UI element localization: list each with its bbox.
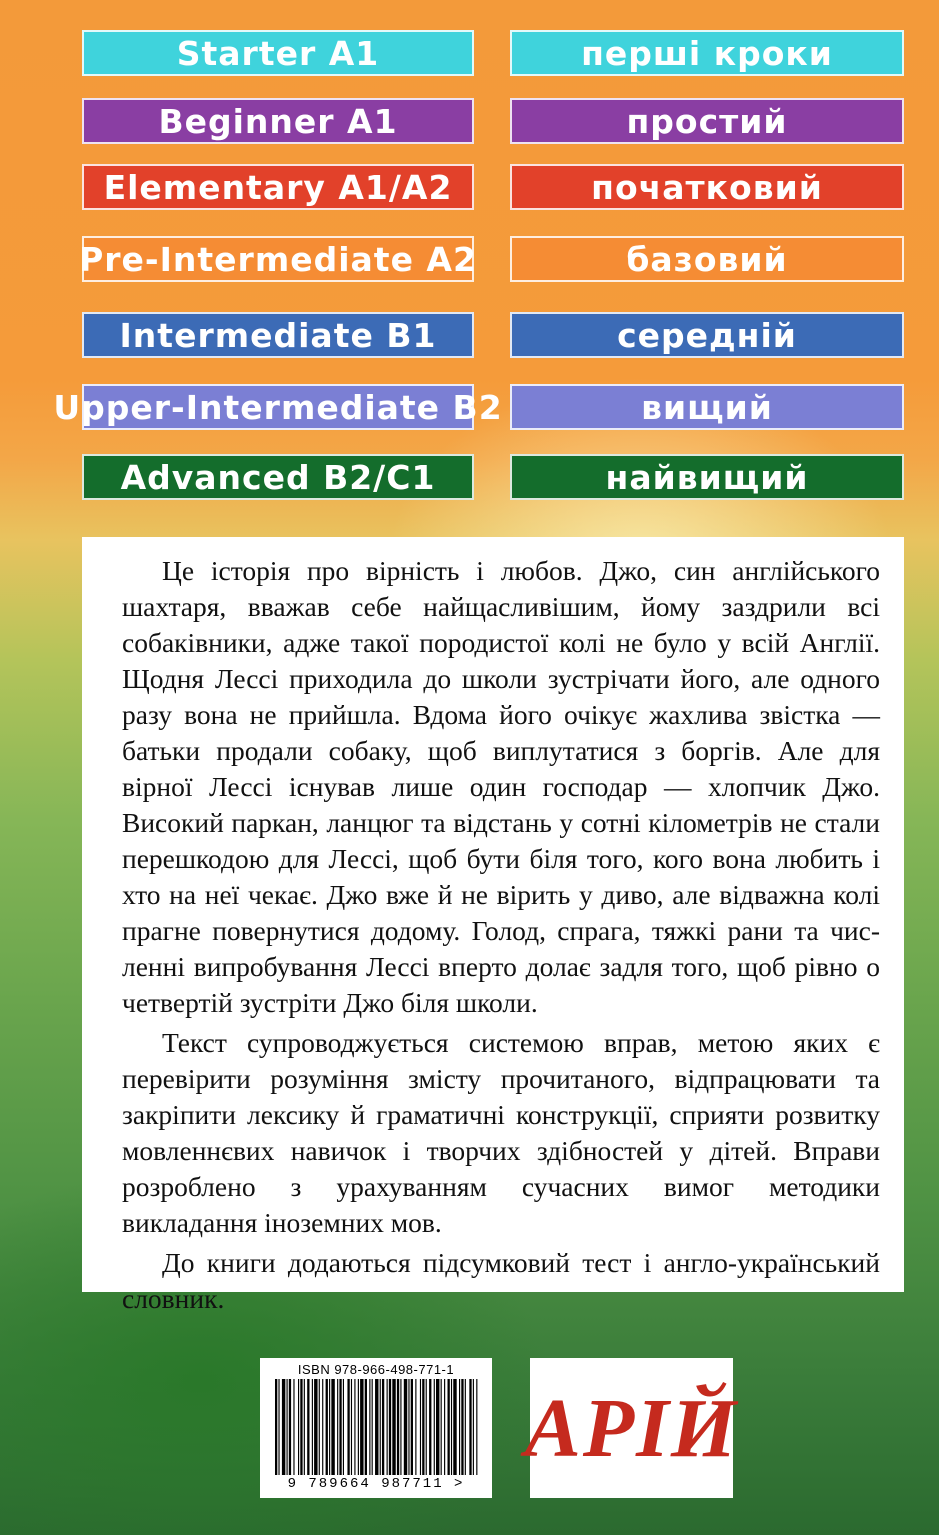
level-name-uk: найвищий xyxy=(510,454,904,500)
barcode-bars xyxy=(271,1379,481,1475)
level-name-en: Elementary A1/A2 xyxy=(82,164,474,210)
level-row xyxy=(82,164,904,212)
level-row xyxy=(82,312,904,360)
level-name-en: Pre-Intermediate A2 xyxy=(82,236,474,282)
description-paragraph: Це історія про вірність і любов. Джо, син англійського шахтаря, вважав себе найщасливішим, йому заздрили всі собаківники, адже такої породистої колі не було у всій Англії. Щодня Лессі приходила до школи зустрічати його, але одного разу вона не прийшла. Вдома його очікує жахлива звістка — батьки продали собаку, щоб виплутатися з боргів. Але для вірної Лессі існував лише один господар — хлопчик Джо. Високий паркан, ланцюг та відстань у сотні кілометрів не стали перешкодою для Лессі, щоб бути біля того, кого вона любить і хто на неї чекає. Джо вже й не вірить у диво, але відважна колі прагне повернутися додому. Голод, спрага, тяжкі рани та численні випробування Лессі вперто долає задля того, щоб рівно о четвертій зустріти Джо біля школи. xyxy=(122,555,880,1018)
level-name-en: Starter A1 xyxy=(82,30,474,76)
level-name-en: Upper-Intermediate B2 xyxy=(82,384,474,430)
level-row xyxy=(82,30,904,78)
description-paragraph: До книги додаються підсумковий тест і англо-український словник. xyxy=(122,1247,880,1314)
description-paragraph: Текст супроводжується системою вправ, метою яких є перевірити розуміння змісту прочитаного, відпрацювати та закріпити лексику й граматичні конструкції, сприяти розвитку мовленнєвих навичок і творчих здібностей у дітей. Вправи розроблено з урахуванням сучасних вимог методики викладання іноземних мов. xyxy=(122,1027,880,1238)
level-row xyxy=(53,384,904,432)
barcode-digits: 9 789664 987711 > xyxy=(287,1476,465,1492)
level-name-uk: базовий xyxy=(510,236,904,282)
description-panel xyxy=(82,537,904,1314)
level-name-uk: середній xyxy=(510,312,904,358)
level-name-en: Advanced B2/C1 xyxy=(82,454,474,500)
isbn-text: ISBN 978-966-498-771-1 xyxy=(297,1362,455,1377)
publisher-logo-box xyxy=(524,1358,739,1498)
level-name-uk: вищий xyxy=(510,384,904,430)
level-name-en: Intermediate B1 xyxy=(82,312,474,358)
level-row xyxy=(79,236,904,284)
publisher-logo: АРІЙ xyxy=(524,1381,739,1475)
level-name-uk: простий xyxy=(510,98,904,144)
level-name-en: Beginner A1 xyxy=(82,98,474,144)
barcode xyxy=(260,1358,492,1498)
level-row xyxy=(82,454,904,502)
level-name-uk: початковий xyxy=(510,164,904,210)
level-row xyxy=(82,98,904,146)
level-name-uk: перші кроки xyxy=(510,30,904,76)
